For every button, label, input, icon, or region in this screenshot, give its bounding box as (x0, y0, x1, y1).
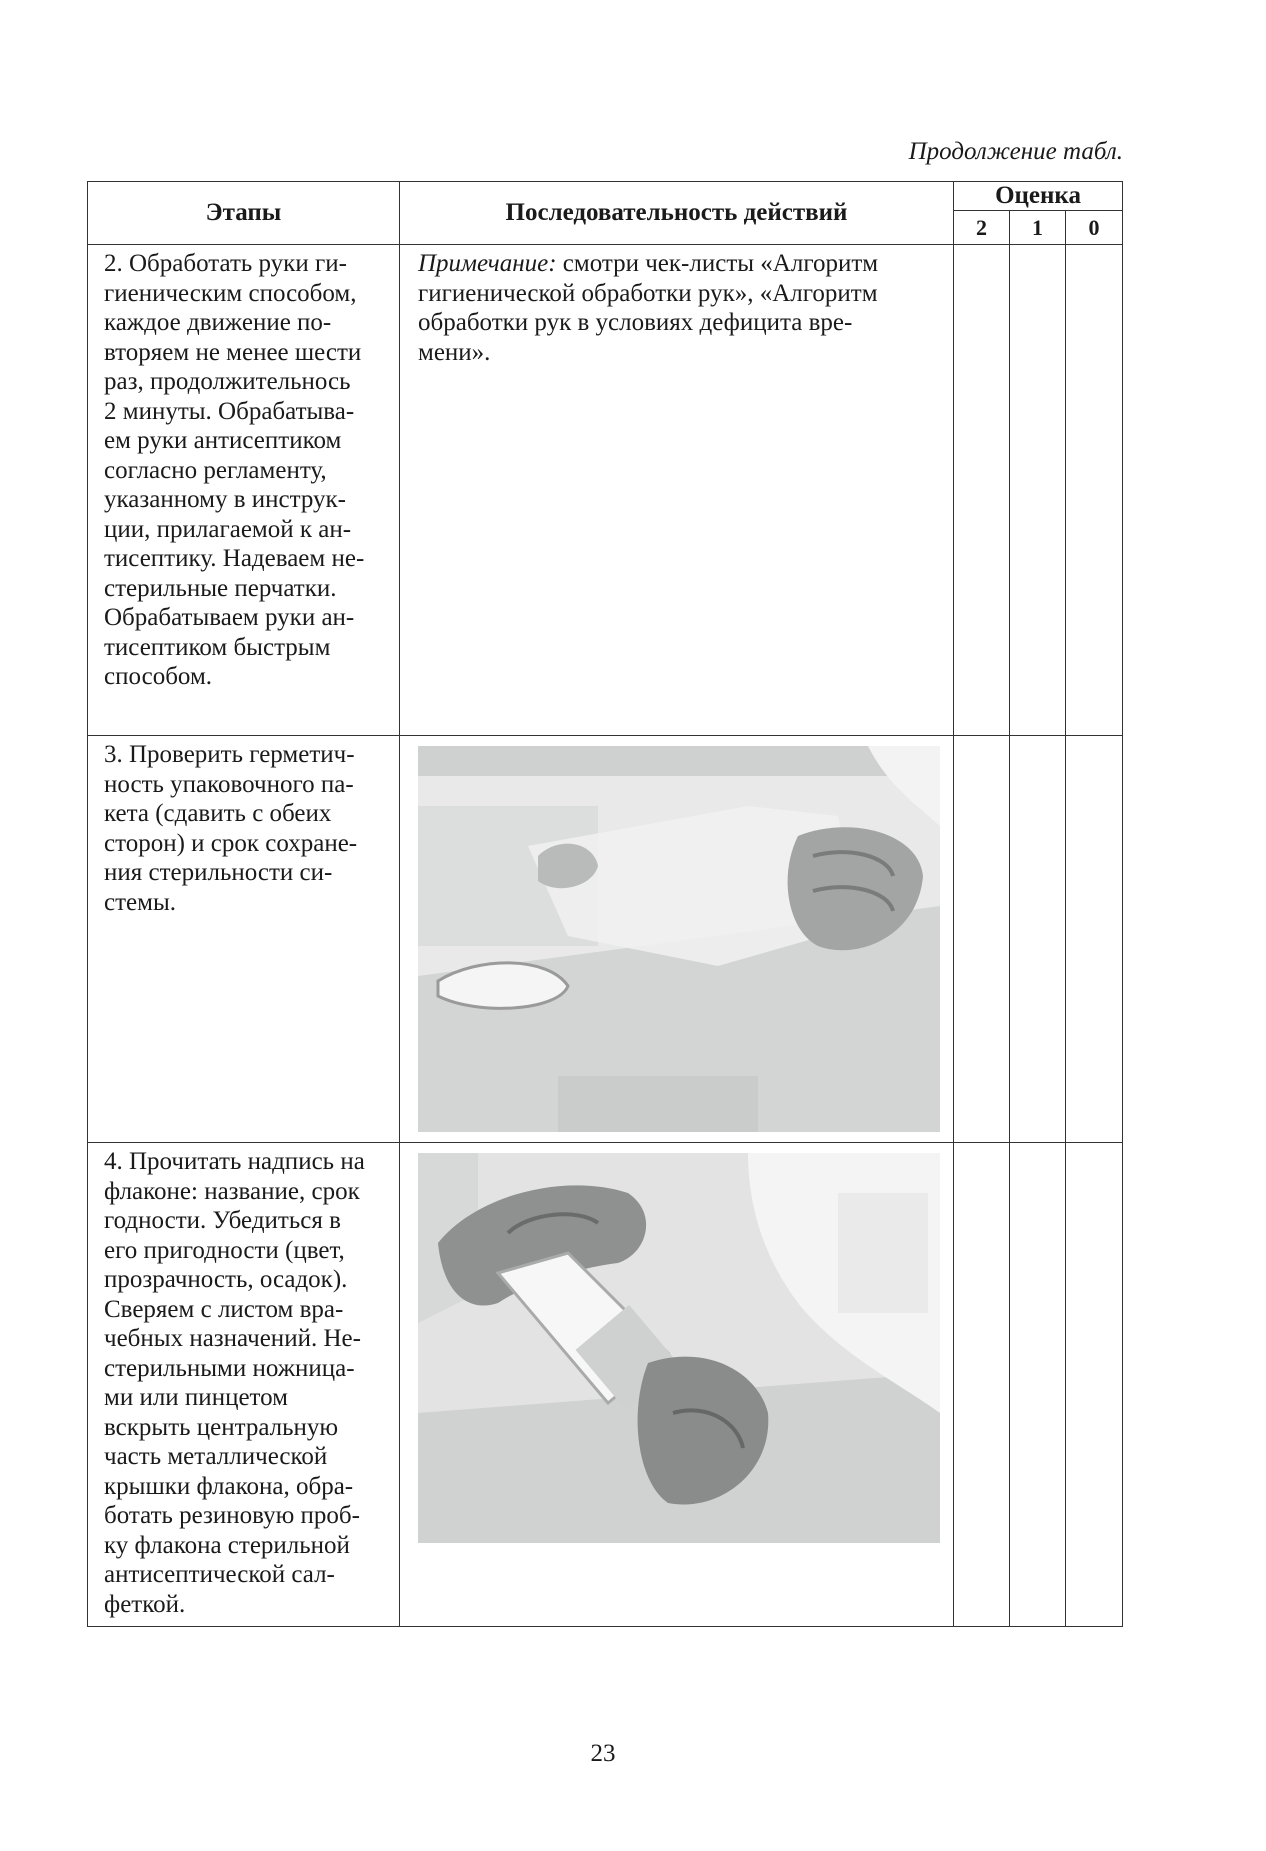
note-line: мени». (418, 338, 491, 366)
stage-line: флаконе: название, срок (104, 1177, 360, 1205)
note-line: гигиенической обработки рук», «Алгоритм (418, 279, 878, 307)
stage-line: годности. Убедиться в (104, 1207, 341, 1234)
stage-line: каждое движение по- (104, 309, 332, 336)
stage-text (88, 1143, 399, 1623)
stage-line: тисептиком быстрым (104, 633, 331, 661)
sequence-cell (400, 736, 954, 1143)
stage-line: ботать резиновую проб- (104, 1502, 360, 1529)
photo-frame (400, 1143, 953, 1553)
stage-line: ния стерильности си- (104, 859, 333, 886)
stage-line: его пригодности (цвет, (104, 1236, 345, 1264)
page-number: 23 (590, 1740, 616, 1767)
grade-2-cell[interactable] (954, 245, 1010, 736)
sequence-cell (400, 245, 954, 736)
header-grade: Оценка (954, 182, 1123, 211)
stage-line: ми или пинцетом (104, 1384, 288, 1411)
stage-line: кета (сдавить с обеих (104, 800, 332, 827)
continuation-label: Продолжение табл. (908, 138, 1123, 165)
note-line: смотри чек-листы «Алгоритм (556, 250, 879, 277)
grade-1-cell[interactable] (1010, 736, 1066, 1143)
stage-line: крышки флакона, обра- (104, 1472, 354, 1500)
stage-line: ку флакона стерильной (104, 1531, 350, 1559)
stage-line: гиеническим способом, (104, 279, 357, 307)
note-line: обработки рук в условиях дефицита вре- (418, 309, 853, 336)
photo-frame (400, 736, 953, 1142)
grade-1-cell[interactable] (1010, 245, 1066, 736)
stage-line: вскрыть центральную (104, 1413, 339, 1441)
stage-line: 2 минуты. Обрабатыва- (104, 397, 355, 425)
grade-2-header: 2 (954, 211, 1010, 245)
stage-text (88, 245, 399, 696)
photo-sterile-package-image (418, 746, 940, 1132)
photo-vial-inspection-image (418, 1153, 940, 1543)
grade-1-cell[interactable] (1010, 1143, 1066, 1627)
grade-0-header: 0 (1066, 211, 1123, 245)
stage-line: феткой. (104, 1590, 186, 1618)
grade-0-cell[interactable] (1066, 245, 1123, 736)
grade-1-header: 1 (1010, 211, 1066, 245)
table-row (88, 1143, 1123, 1627)
stage-line: сторон) и срок сохране- (104, 829, 358, 857)
table-row (88, 736, 1123, 1143)
grade-0-cell[interactable] (1066, 736, 1123, 1143)
header-stage: Этапы (88, 182, 400, 245)
header-sequence: Последовательность действий (400, 182, 954, 245)
stage-line: стерильные перчатки. (104, 574, 337, 602)
stage-line: ность упаковочного па- (104, 770, 354, 798)
stage-line: Обрабатываем руки ан- (104, 604, 355, 631)
stage-line: 3. Проверить герметич- (104, 741, 355, 768)
stage-line: Сверяем с листом вра- (104, 1295, 344, 1323)
procedure-table (87, 181, 1123, 1627)
stage-line: согласно регламенту, (104, 456, 327, 484)
grade-2-cell[interactable] (954, 736, 1010, 1143)
stage-line: ции, прилагаемой к ан- (104, 515, 352, 543)
stage-cell (88, 1143, 400, 1627)
note-text (400, 245, 953, 371)
stage-line: часть металлической (104, 1443, 328, 1470)
stage-line: стерильными ножница- (104, 1354, 355, 1382)
stage-text (88, 736, 399, 921)
grade-0-cell[interactable] (1066, 1143, 1123, 1627)
note-label: Примечание: (418, 250, 557, 277)
stage-line: ем руки антисептиком (104, 427, 342, 454)
stage-line: тисептику. Надеваем не- (104, 545, 365, 572)
stage-line: 2. Обработать руки ги- (104, 250, 347, 277)
table-row (88, 245, 1123, 736)
stage-line: 4. Прочитать надпись на (104, 1148, 365, 1175)
stage-line: стемы. (104, 888, 176, 916)
grade-2-cell[interactable] (954, 1143, 1010, 1627)
header-row (88, 182, 1123, 211)
stage-cell (88, 736, 400, 1143)
stage-line: способом. (104, 663, 213, 690)
stage-cell (88, 245, 400, 736)
stage-line: прозрачность, осадок). (104, 1266, 348, 1293)
stage-line: вторяем не менее шести (104, 338, 362, 366)
stage-line: чебных назначений. Не- (104, 1325, 361, 1352)
stage-line: антисептической сал- (104, 1561, 335, 1588)
stage-line: раз, продолжительнось (104, 368, 351, 395)
stage-line: указанному в инструк- (104, 486, 346, 513)
sequence-cell (400, 1143, 954, 1627)
